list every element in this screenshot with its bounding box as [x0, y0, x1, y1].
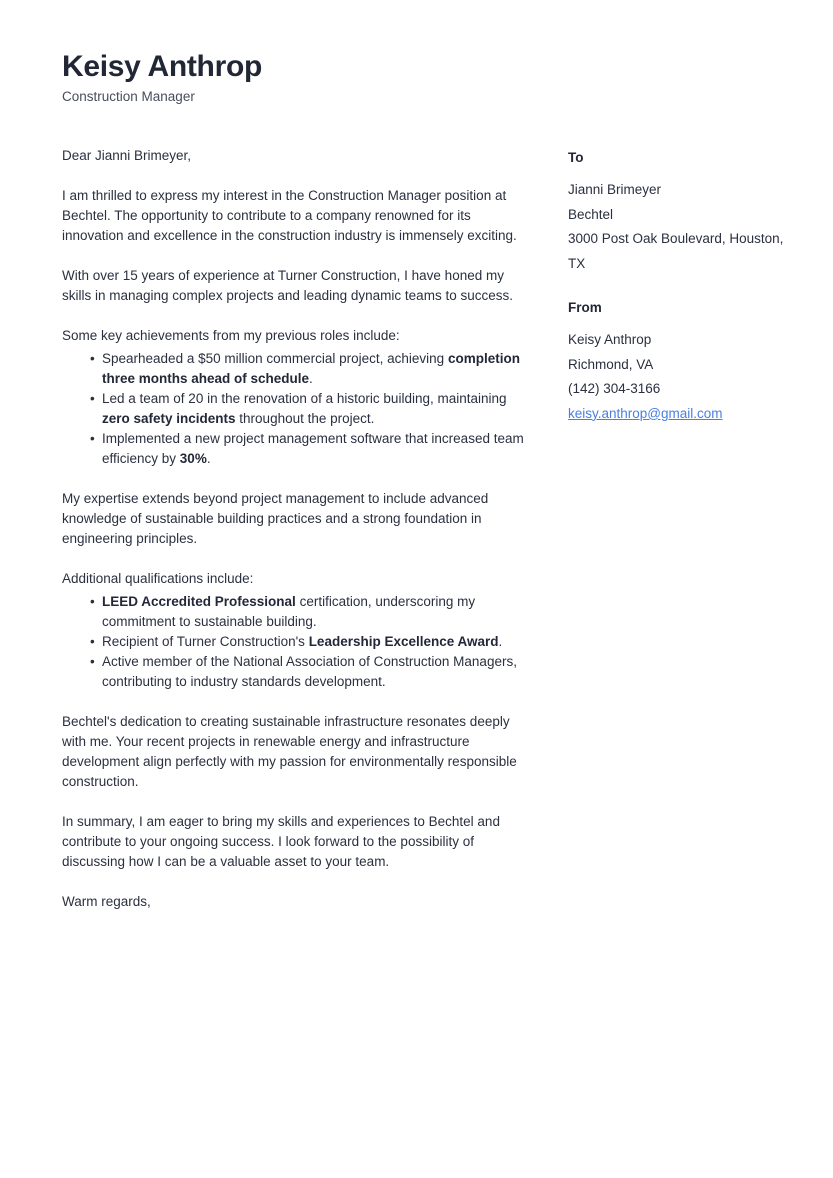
from-location: Richmond, VA: [568, 356, 654, 372]
list-item: [90, 592, 524, 632]
list-item: [90, 429, 524, 469]
from-sender-name: Keisy Anthrop: [568, 332, 652, 348]
letter-meta-column: [568, 150, 796, 450]
from-block: [568, 300, 796, 426]
to-recipient-name: Jianni Brimeyer: [568, 182, 662, 198]
achievements-list: [62, 349, 524, 469]
letter-salutation: Dear Jianni Brimeyer,: [62, 148, 192, 163]
to-block: [568, 150, 796, 276]
item-text-pre: Active member of the National Association of Construction Managers, contributing to industry standards development.: [102, 654, 517, 689]
achievements-intro: Some key achievements from my previous roles include:: [62, 328, 400, 343]
qualifications-intro: Additional qualifications include:: [62, 571, 254, 586]
item-text-pre: Implemented a new project management software that increased team efficiency by: [102, 431, 524, 466]
letter-paragraph-3: My expertise extends beyond project management to include advanced knowledge of sustainable building practices and a strong foundation in engineering principles.: [62, 491, 489, 546]
from-email-link[interactable]: keisy.anthrop@gmail.com: [568, 405, 723, 421]
item-text-pre: Led a team of 20 in the renovation of a historic building, maintaining: [102, 391, 507, 406]
letter-signoff: Warm regards,: [62, 894, 151, 909]
letter-paragraph-4: Bechtel's dedication to creating sustainable infrastructure resonates deeply with me. Your recent projects in renewable energy and infrastructure development align perfectly with my passion for environmentally responsible construction.: [62, 714, 517, 789]
letter-paragraph-2: With over 15 years of experience at Turner Construction, I have honed my skills in managing complex projects and leading dynamic teams to success.: [62, 268, 513, 303]
list-item: [90, 349, 524, 389]
item-text-pre: Spearheaded a $50 million commercial project, achieving: [102, 351, 448, 366]
item-text-bold: Leadership Excellence Award: [308, 634, 499, 649]
letter-paragraph-1: I am thrilled to express my interest in the Construction Manager position at Bechtel. The opportunity to contribute to a company renowned for its innovation and excellence in the construction industry is immensely exciting.: [62, 188, 517, 243]
to-address: 3000 Post Oak Boulevard, Houston, TX: [568, 231, 784, 271]
item-text-post: certification, underscoring my commitment to sustainable building.: [102, 594, 476, 629]
item-text-post: throughout the project.: [235, 411, 375, 426]
letter-paragraph-5: In summary, I am eager to bring my skills and experiences to Bechtel and contribute to your ongoing success. I look forward to the possibility of discussing how I can be a valuable asset to your team.: [62, 814, 500, 869]
applicant-name: Keisy Anthrop: [62, 50, 263, 83]
letter-header: [62, 50, 762, 105]
item-text-bold: completion three months ahead of schedule: [102, 351, 520, 386]
to-heading: To: [568, 150, 584, 165]
list-item: [90, 389, 524, 429]
list-item: [90, 652, 524, 692]
item-text-bold: 30%: [179, 451, 207, 466]
to-company: Bechtel: [568, 206, 614, 222]
from-phone: (142) 304-3166: [568, 381, 661, 397]
letter-content-column: [62, 146, 524, 912]
item-text-bold: LEED Accredited Professional: [102, 594, 296, 609]
item-text-post: .: [206, 451, 211, 466]
list-item: [90, 632, 524, 652]
item-text-post: .: [309, 371, 313, 386]
applicant-job-title: Construction Manager: [62, 88, 195, 104]
qualifications-list: [62, 592, 524, 692]
from-heading: From: [568, 300, 602, 316]
item-text-pre: Recipient of Turner Construction's: [102, 634, 309, 649]
item-text-post: .: [498, 634, 503, 649]
item-text-bold: zero safety incidents: [102, 411, 236, 426]
